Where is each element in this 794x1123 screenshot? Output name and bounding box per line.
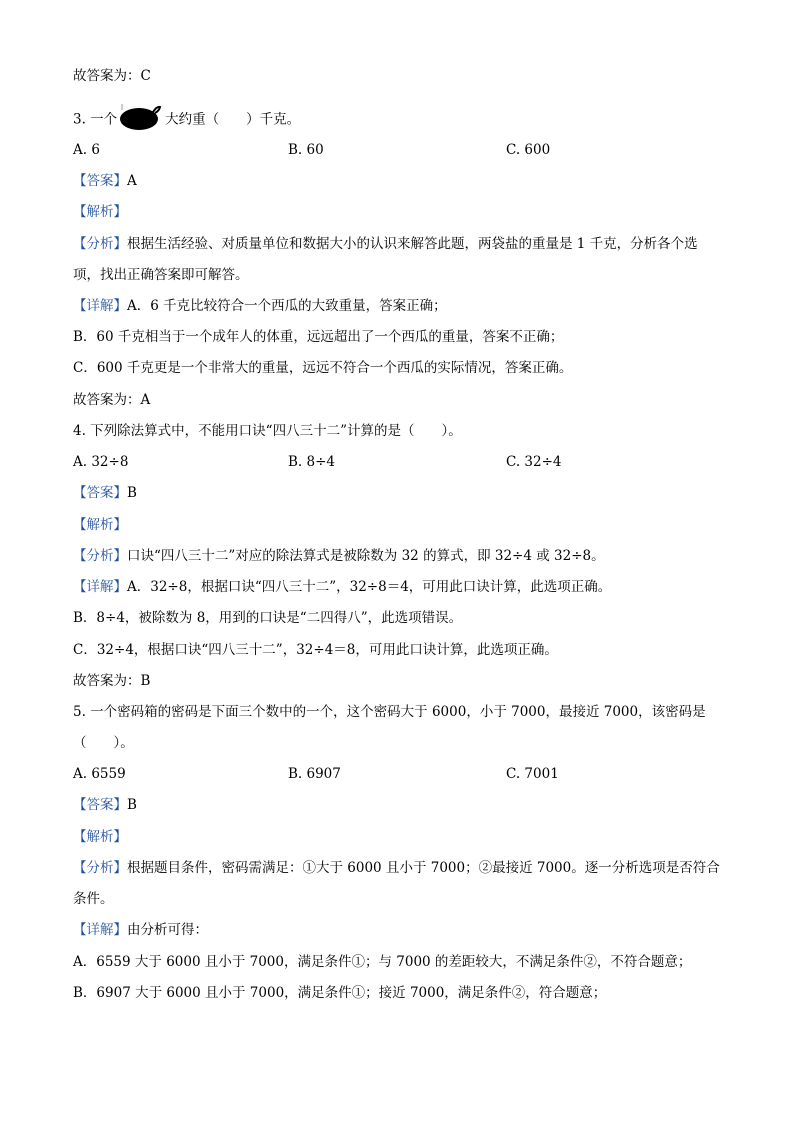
q5-option-c: C. 7001 xyxy=(506,766,559,782)
answer-tag: 【答案】 xyxy=(73,173,127,189)
question-4-stem: 4. 下列除法算式中，不能用口诀“四八三十二”计算的是（ ）。 xyxy=(73,423,462,439)
q4-jiexi-tag: 【解析】 xyxy=(73,517,127,533)
prev-answer: 故答案为：C xyxy=(73,68,151,84)
q3-option-b: B. 60 xyxy=(288,142,324,158)
answer-tag: 【答案】 xyxy=(73,485,127,501)
q5-jiexi-tag: 【解析】 xyxy=(73,829,127,845)
q3-answer: A xyxy=(127,173,137,189)
q3-stem-before: 3. 一个 xyxy=(73,111,118,128)
q5-xiangjie-text0: 由分析可得： xyxy=(127,922,208,938)
q4-xiangjie-line1 xyxy=(73,577,611,597)
q4-option-a: A. 32÷8 xyxy=(73,454,129,470)
q3-option-a: A. 6 xyxy=(73,142,100,158)
q4-xiangjie-line3: C．32÷4，根据口诀“四八三十二”，32÷4＝8，可用此口诀计算，此选项正确。 xyxy=(73,642,558,658)
question-5-stem-line2: （ ）。 xyxy=(73,735,134,751)
q3-answer-line xyxy=(73,171,137,191)
q4-option-b: B. 8÷4 xyxy=(288,454,335,470)
q4-xiangjie-text1: A．32÷8，根据口诀“四八三十二”，32÷8＝4，可用此口诀计算，此选项正确。 xyxy=(127,579,612,595)
q4-fenxi-text1: 口诀“四八三十二”对应的除法算式是被除数为 32 的算式，即 32÷4 或 32÷8。 xyxy=(127,548,605,564)
answer-tag: 【答案】 xyxy=(73,797,127,813)
q5-answer-line xyxy=(73,795,137,815)
q4-option-c: C. 32÷4 xyxy=(506,454,562,470)
q5-option-b: B. 6907 xyxy=(288,766,341,782)
watermelon-icon xyxy=(119,102,163,138)
q5-fenxi-text1: 根据题目条件，密码需满足：①大于 6000 且小于 7000；②最接近 7000。逐一分析选项是否符合 xyxy=(127,860,720,876)
q5-option-a: A. 6559 xyxy=(73,766,126,782)
q5-xiangjie-line1: A．6559 大于 6000 且小于 7000，满足条件①；与 7000 的差距较大，不满足条件②，不符合题意； xyxy=(73,954,692,970)
fenxi-tag: 【分析】 xyxy=(73,236,127,252)
q4-xiangjie-line2: B．8÷4，被除数为 8，用到的口诀是“二四得八”，此选项错误。 xyxy=(73,610,463,626)
q3-final-answer: 故答案为：A xyxy=(73,392,151,408)
q4-final-answer: 故答案为：B xyxy=(73,673,151,689)
q3-fenxi-line1 xyxy=(73,234,698,254)
q3-xiangjie-line3: C．600 千克更是一个非常大的重量，远远不符合一个西瓜的实际情况，答案正确。 xyxy=(73,360,573,376)
q5-xiangjie-line2: B．6907 大于 6000 且小于 7000，满足条件①；接近 7000，满足条件②，符合题意； xyxy=(73,985,607,1001)
q5-fenxi-line1 xyxy=(73,858,720,878)
xiangjie-tag: 【详解】 xyxy=(73,298,127,314)
q3-stem-after: 大约重（ ）千克。 xyxy=(165,111,301,128)
fenxi-tag: 【分析】 xyxy=(73,860,127,876)
xiangjie-tag: 【详解】 xyxy=(73,579,127,595)
question-3-stem xyxy=(73,102,300,138)
q3-xiangjie-text1: A．6 千克比较符合一个西瓜的大致重量，答案正确； xyxy=(127,298,447,314)
q4-answer-line xyxy=(73,483,137,503)
q5-fenxi-line2: 条件。 xyxy=(73,891,114,907)
q3-fenxi-line2: 项，找出正确答案即可解答。 xyxy=(73,267,249,283)
xiangjie-tag: 【详解】 xyxy=(73,922,127,938)
q3-xiangjie-line2: B．60 千克相当于一个成年人的体重，远远超出了一个西瓜的重量，答案不正确； xyxy=(73,329,564,345)
q4-answer: B xyxy=(127,485,137,501)
q5-answer: B xyxy=(127,797,137,813)
q4-fenxi-line1 xyxy=(73,546,605,566)
q3-jiexi-tag: 【解析】 xyxy=(73,204,127,220)
q3-xiangjie-line1 xyxy=(73,296,447,316)
q5-xiangjie-line0 xyxy=(73,920,208,940)
fenxi-tag: 【分析】 xyxy=(73,548,127,564)
q3-option-c: C. 600 xyxy=(506,142,551,158)
q3-fenxi-text1: 根据生活经验、对质量单位和数据大小的认识来解答此题，两袋盐的重量是 1 千克，分析各个选 xyxy=(127,236,698,252)
question-5-stem-line1: 5. 一个密码箱的密码是下面三个数中的一个，这个密码大于 6000，小于 7000，最接近 7000，该密码是 xyxy=(73,704,706,720)
